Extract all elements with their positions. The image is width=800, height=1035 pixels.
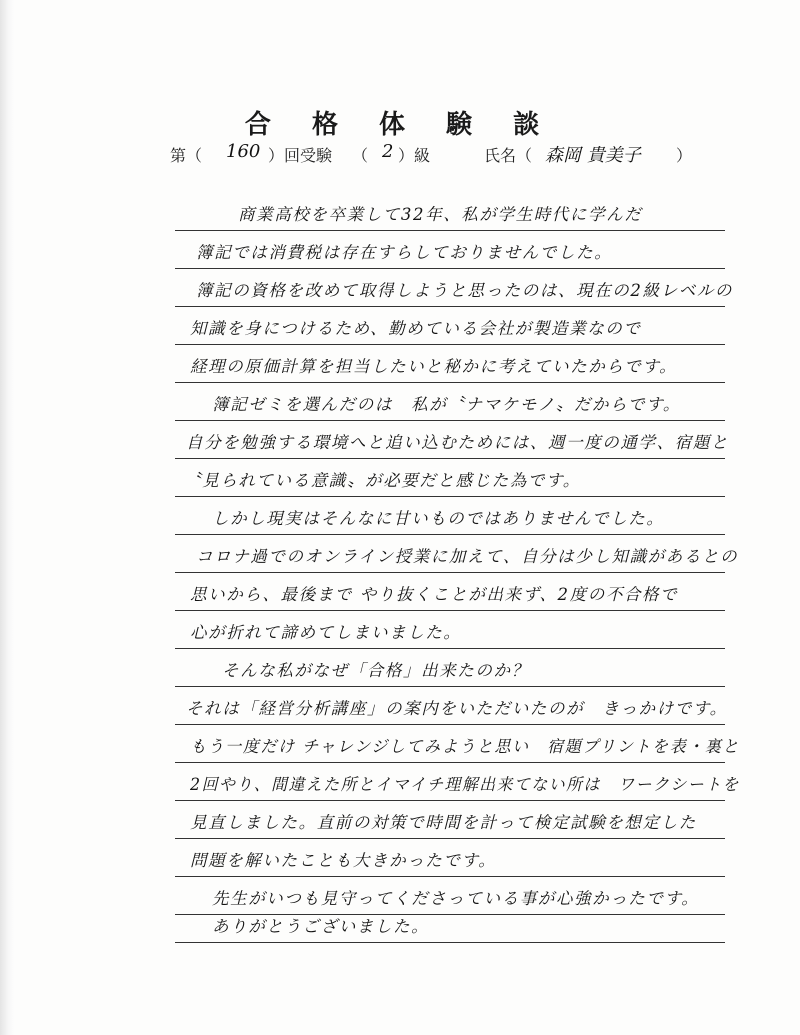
essay-line: 〝見られている意識〟が必要だと感じた為です。 <box>184 471 581 490</box>
ruled-line <box>175 534 725 535</box>
session-label: 第（ <box>170 146 203 165</box>
essay-line: 問題を解いたことも大きかったです。 <box>190 851 497 870</box>
ruled-line <box>175 230 725 231</box>
ruled-line <box>175 876 725 877</box>
ruled-line <box>175 610 725 611</box>
ruled-line <box>175 458 725 459</box>
essay-line: それは「経営分析講座」の案内をいただいたのが きっかけです。 <box>186 699 728 718</box>
grade-label: ）級 <box>398 146 431 165</box>
essay-line: 見直しました。直前の対策で時間を計って検定試験を想定した <box>190 813 697 832</box>
essay-line: 先生がいつも見守ってくださっている事が心強かったです。 <box>212 889 700 908</box>
essay-line: 自分を勉強する環境へと追い込むためには、週一度の通学、宿題と <box>186 433 729 452</box>
ruled-line <box>175 724 725 725</box>
essay-line: 簿記ゼミを選んだのは 私が〝ナマケモノ〟だからです。 <box>212 395 681 414</box>
ruled-line <box>175 382 725 383</box>
ruled-line <box>175 496 725 497</box>
essay-line: コロナ過でのオンライン授業に加えて、自分は少し知識があるとの <box>196 547 739 566</box>
session-number: 160 <box>226 141 261 162</box>
name-close: ） <box>676 146 693 165</box>
scan-edge-shadow <box>0 0 14 1035</box>
ruled-line <box>175 572 725 573</box>
essay-line: そんな私がなぜ「合格」出来たのか？ <box>222 661 530 680</box>
essay-line: 知識を身につけるため、勤めている会社が製造業なので <box>190 319 642 338</box>
essay-line: 経理の原価計算を担当したいと秘かに考えていたからです。 <box>190 357 678 376</box>
essay-line: ありがとうございました。 <box>212 917 430 936</box>
ruled-line <box>175 762 725 763</box>
name-label: 氏名（ <box>484 146 533 165</box>
candidate-name: 森岡 貴美子 <box>545 145 641 166</box>
essay-line: 簿記では消費税は存在すらしておりませんでした。 <box>196 243 613 262</box>
essay-line: もう一度だけ チャレンジしてみようと思い 宿題プリントを表・裏と <box>190 737 740 756</box>
essay-line: 思いから、最後まで やり抜くことが出来ず、2度の不合格で <box>190 585 679 604</box>
session-suffix: ）回受験 <box>268 146 333 165</box>
ruled-line <box>175 800 725 801</box>
ruled-line <box>175 942 725 943</box>
ruled-line <box>175 420 725 421</box>
ruled-line <box>175 648 725 649</box>
essay-line: 心が折れて諦めてしまいました。 <box>190 623 462 642</box>
ruled-line <box>175 268 725 269</box>
grade-open: （ <box>352 146 369 165</box>
essay-line: しかし現実はそんなに甘いものではありませんでした。 <box>212 509 665 528</box>
ruled-line <box>175 306 725 307</box>
grade-value: 2 <box>382 141 394 162</box>
essay-line: 2回やり、間違えた所とイマイチ理解出来てない所は ワークシートを <box>190 775 740 794</box>
page-title: 合 格 体 験 談 <box>244 110 556 140</box>
essay-line: 簿記の資格を改めて取得しようと思ったのは、現在の2級レベルの <box>196 281 733 300</box>
ruled-line <box>175 838 725 839</box>
ruled-line <box>175 686 725 687</box>
ruled-line <box>175 344 725 345</box>
essay-line: 商業高校を卒業して32年、私が学生時代に学んだ <box>238 205 643 224</box>
